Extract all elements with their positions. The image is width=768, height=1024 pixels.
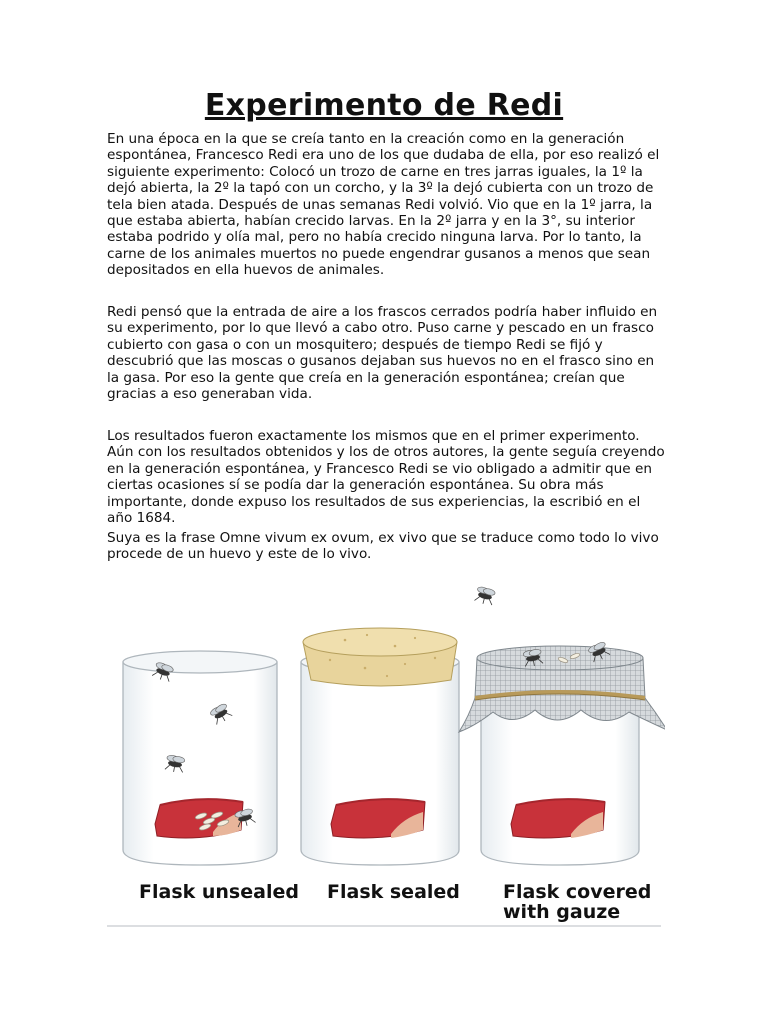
paragraph-1: En una época en la que se creía tanto en la creación como en la generación espontánea, Francesco Redi era uno de los que dudaba de ella, por eso realizó el siguiente experimento: Colocó un trozo de carne en tres jarras iguales, la 1º la dejó abierta, la 2º la tapó con un corcho, y la 3º la dejó cubierta con un trozo de tela bien atada. Después de unas semanas Redi volvió. Vio que en la 1º jarra, la que estaba abierta, habían crecido larvas. En la 2º jarra y en la 3°, su interior estaba podrido y olía mal, pero no había crecido ninguna larva. Por lo tanto, la carne de los animales muertos no puede engendrar gusanos a menos que sean depositados en ella huevos de animales. bbox=[107, 131, 660, 279]
paragraph-4: Suya es la frase Omne vivum ex ovum, ex vivo que se traduce como todo lo vivo procede de un huevo y este de lo vivo. bbox=[107, 530, 659, 563]
jar-gauze bbox=[459, 641, 665, 865]
caption-gauze-1: Flask covered bbox=[503, 881, 652, 903]
meat-jar-3 bbox=[511, 799, 605, 838]
flasks-illustration bbox=[105, 580, 665, 930]
cork-stopper bbox=[303, 628, 457, 686]
paragraph-2: Redi pensó que la entrada de aire a los frascos cerrados podría haber influido en su experimento, por lo que llevó a cabo otro. Puso carne y pescado en un frasco cubierto con gasa o con un mosquitero; después de tiempo Redi se fijó y descubrió que las moscas o gusanos dejaban sus huevos no en el frasco sino en la gasa. Por eso la gente que creía en la generación espontánea; creían que gracias a eso generaban vida. bbox=[107, 304, 658, 403]
jar-sealed bbox=[301, 628, 459, 865]
paragraph-3: Los resultados fueron exactamente los mismos que en el primer experimento. Aún con los resultados obtenidos y los de otros autores, la gente seguía creyendo en la generación espontánea, y Francesco Redi se vio obligado a admitir que en ciertas ocasiones sí se podía dar la generación espontánea. Su obra más importante, donde expuso los resultados de sus experiencias, la escribió en el año 1684. bbox=[107, 428, 665, 527]
caption-gauze-2: with gauze bbox=[503, 901, 621, 923]
redi-experiment-figure bbox=[105, 580, 665, 930]
caption-sealed: Flask sealed bbox=[327, 881, 460, 903]
page-title: Experimento de Redi bbox=[204, 88, 564, 123]
meat-jar-2 bbox=[331, 799, 425, 838]
fly-icon bbox=[474, 586, 496, 606]
caption-unsealed: Flask unsealed bbox=[139, 881, 299, 903]
jar-unsealed bbox=[123, 651, 277, 865]
